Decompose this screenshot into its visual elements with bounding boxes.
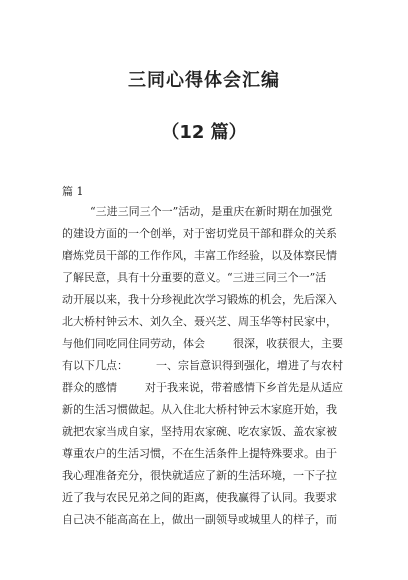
body-line: 与他们同吃同住同劳动，体会 很深，收获很大，主要 — [62, 337, 343, 350]
body-line: 的建设方面的一个创举，对于密切党员干部和群众的关系 — [62, 227, 337, 240]
body-line: 磨炼党员干部的工作作风，丰富工作经验，以及体察民情 — [62, 249, 337, 262]
body-line: 尊重农户的生活习惯，不在生活条件上提特殊要求。由于 — [62, 447, 337, 460]
body-line: 新的生活习惯做起。从入住北大桥村钟云木家庭开始，我 — [62, 403, 337, 416]
body-line: 了解民意，具有十分重要的意义。“三进三同三个一”活 — [62, 271, 327, 284]
body-line: 动开展以来，我十分珍视此次学习锻炼的机会，先后深入 — [62, 293, 337, 306]
page-subtitle: （12 篇） — [161, 122, 247, 143]
body-line: “三进三同三个一”活动，是重庆在新时期在加强党 — [62, 205, 333, 218]
body-line: 北大桥村钟云木、刘久全、聂兴芝、周玉华等村民家中， — [62, 315, 337, 328]
body-line: 我心理准备充分，很快就适应了新的生活环境，一下子拉 — [62, 469, 337, 482]
body-line: 自己决不能高高在上，做出一副领导或城里人的样子，而 — [62, 513, 337, 526]
body-line: 群众的感情 对于我来说，带着感情下乡首先是从适应 — [62, 381, 343, 394]
page-title: 三同心得体会汇编 — [128, 70, 280, 91]
section-label: 篇 1 — [62, 185, 84, 198]
body-line: 有以下几点： 一、宗旨意识得到强化，增进了与农村 — [62, 359, 343, 372]
body-line: 就把农家当成自家，坚持用农家碗、吃农家饭、盖农家被 — [62, 425, 337, 438]
body-line: 近了我与农民兄弟之间的距离，使我赢得了认同。我要求 — [62, 491, 337, 504]
